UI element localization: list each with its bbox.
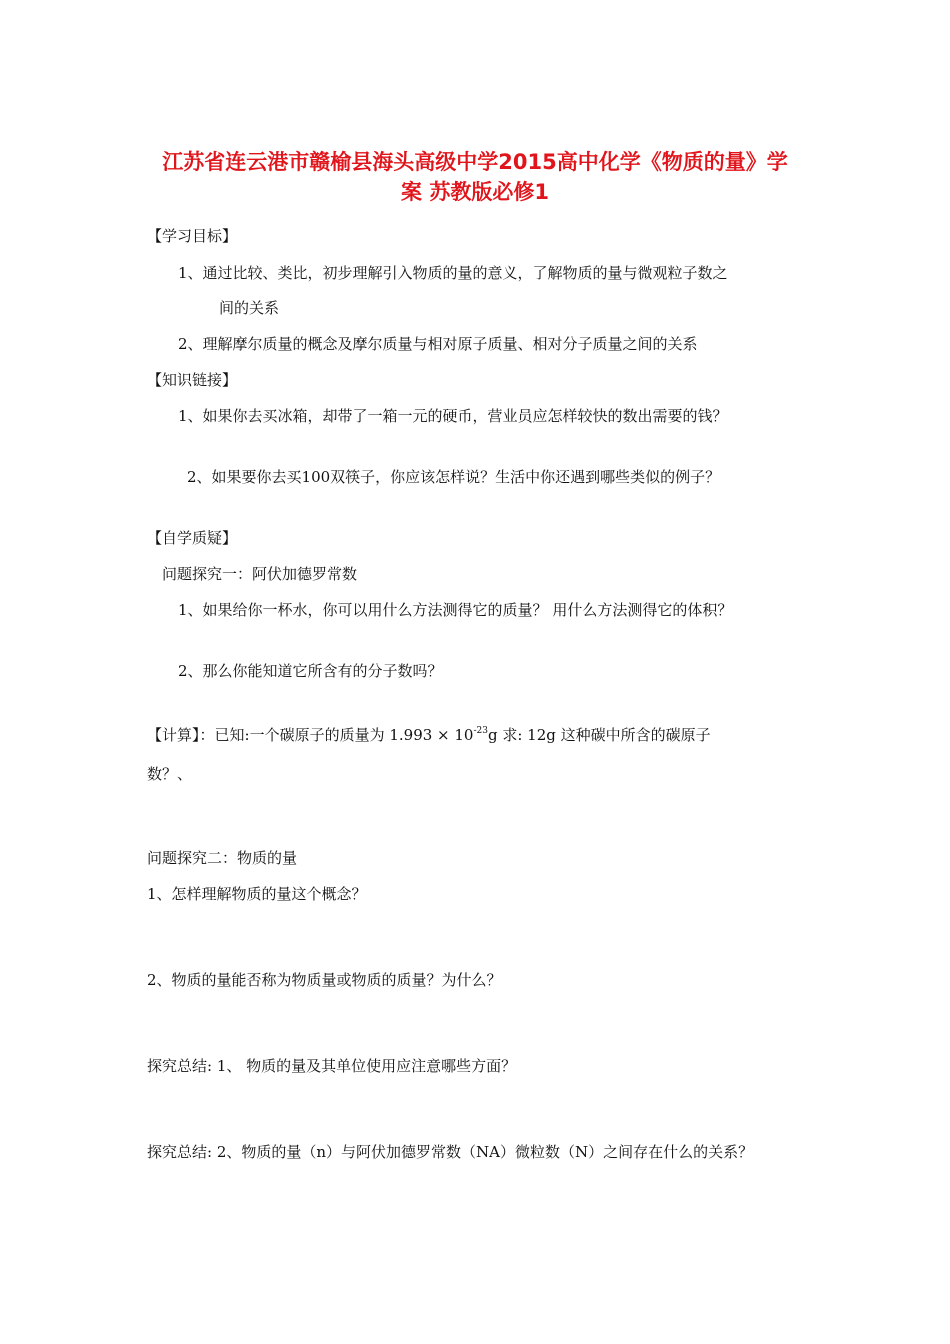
explore-1-question-1: 1、如果给你一杯水，你可以用什么方法测得它的质量？ 用什么方法测得它的体积？ [178,601,733,619]
knowledge-question-2: 2、如果要你去买100双筷子，你应该怎样说？生活中你还遇到哪些类似的例子？ [187,468,721,486]
objective-item-2: 2、理解摩尔质量的概念及摩尔质量与相对原子质量、相对分子质量之间的关系 [178,335,698,353]
section-heading-objectives: 【学习目标】 [147,227,238,245]
objective-item-1-continued: 间的关系 [219,299,280,317]
explore-2-question-1: 1、怎样理解物质的量这个概念？ [147,885,367,903]
calculation-line-2: 数？、 [147,765,193,783]
knowledge-question-1: 1、如果你去买冰箱，却带了一箱一元的硬币，营业员应怎样较快的数出需要的钱？ [178,407,728,425]
objective-item-1: 1、通过比较、类比，初步理解引入物质的量的意义，了解物质的量与微观粒子数之 [178,264,728,282]
calculation-exponent: -23 [473,726,488,736]
explore-1-heading: 问题探究一：阿伏加德罗常数 [162,565,358,583]
summary-2: 探究总结: 2、物质的量（n）与阿伏加德罗常数（NA）微粒数（N）之间存在什么的关系？ [147,1143,754,1161]
explore-1-question-2: 2、那么你能知道它所含有的分子数吗？ [178,662,443,680]
calculation-text-continued: g 求: 12g 这种碳中所含的碳原子 [487,726,711,744]
page-title-line-2: 案 苏教版必修1 [401,180,549,204]
calculation-text: 已知:一个碳原子的质量为 1.993 × 10 [214,726,474,744]
page-title-line-1: 江苏省连云港市赣榆县海头高级中学2015高中化学《物质的量》学 [162,150,788,174]
explore-2-heading: 问题探究二：物质的量 [147,849,298,867]
calculation-label: 【计算】： [147,726,215,744]
summary-1: 探究总结: 1、 物质的量及其单位使用应注意哪些方面？ [147,1057,517,1075]
section-heading-knowledge-link: 【知识链接】 [147,371,238,389]
explore-2-question-2: 2、物质的量能否称为物质量或物质的质量？为什么？ [147,971,502,989]
section-heading-self-study: 【自学质疑】 [147,529,238,547]
calculation-line-1 [147,721,711,745]
